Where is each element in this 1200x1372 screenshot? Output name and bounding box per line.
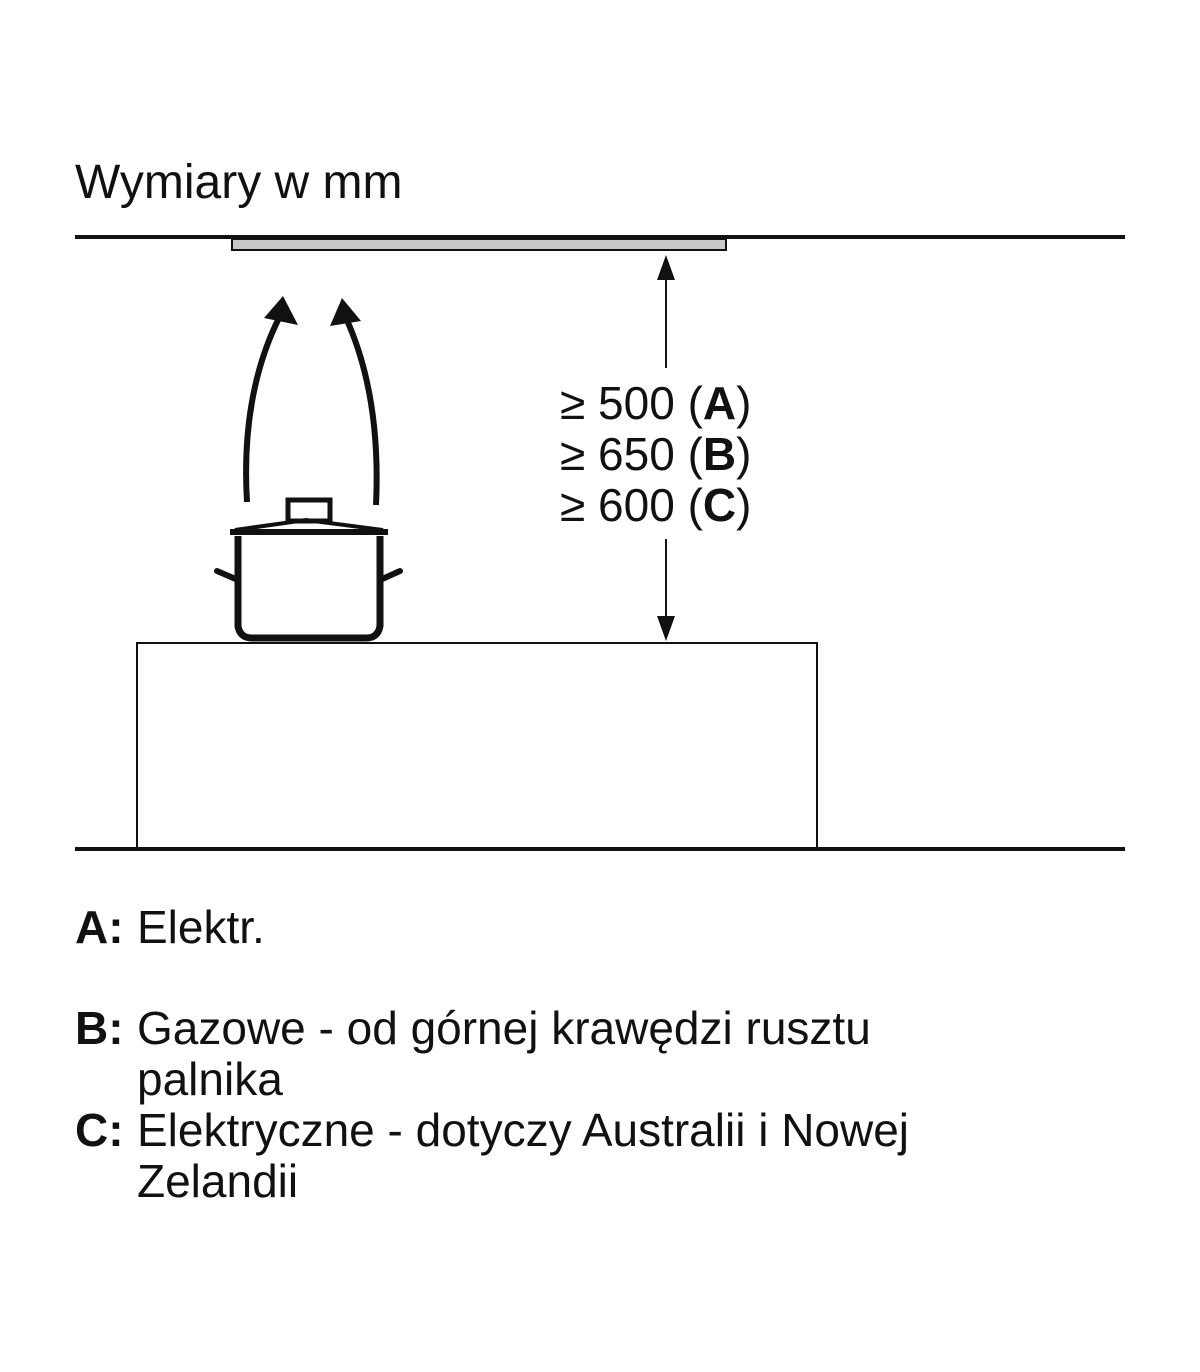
legend-text: Gazowe - od górnej krawędzi rusztu palnika (137, 1002, 871, 1105)
hob-unit (137, 643, 817, 848)
dimension-c: ≥ 600 (C) (560, 479, 752, 531)
steam-arrow-left (246, 318, 279, 502)
steam-arrow-left-head (264, 296, 298, 325)
legend (75, 902, 1155, 1207)
legend-key: A: (75, 901, 124, 953)
steam-arrow-right-head (330, 298, 361, 326)
hood-panel (232, 239, 726, 250)
dimension-a: ≥ 500 (A) (560, 377, 752, 429)
steam-arrows (246, 296, 377, 505)
steam-arrow-right (346, 318, 377, 505)
legend-item-c (75, 1105, 1155, 1207)
dimension-values (560, 378, 751, 531)
dimension-b: ≥ 650 (B) (560, 428, 752, 480)
legend-item-a (75, 902, 1155, 953)
legend-key: B: (75, 1002, 124, 1054)
diagram-title: Wymiary w mm (75, 156, 403, 209)
legend-text: Elektr. (137, 901, 265, 953)
legend-text: Elektryczne - dotyczy Australii i Nowej Zelandii (137, 1104, 910, 1207)
legend-item-b (75, 1003, 1155, 1105)
pot-icon (217, 500, 400, 638)
legend-key: C: (75, 1104, 124, 1156)
